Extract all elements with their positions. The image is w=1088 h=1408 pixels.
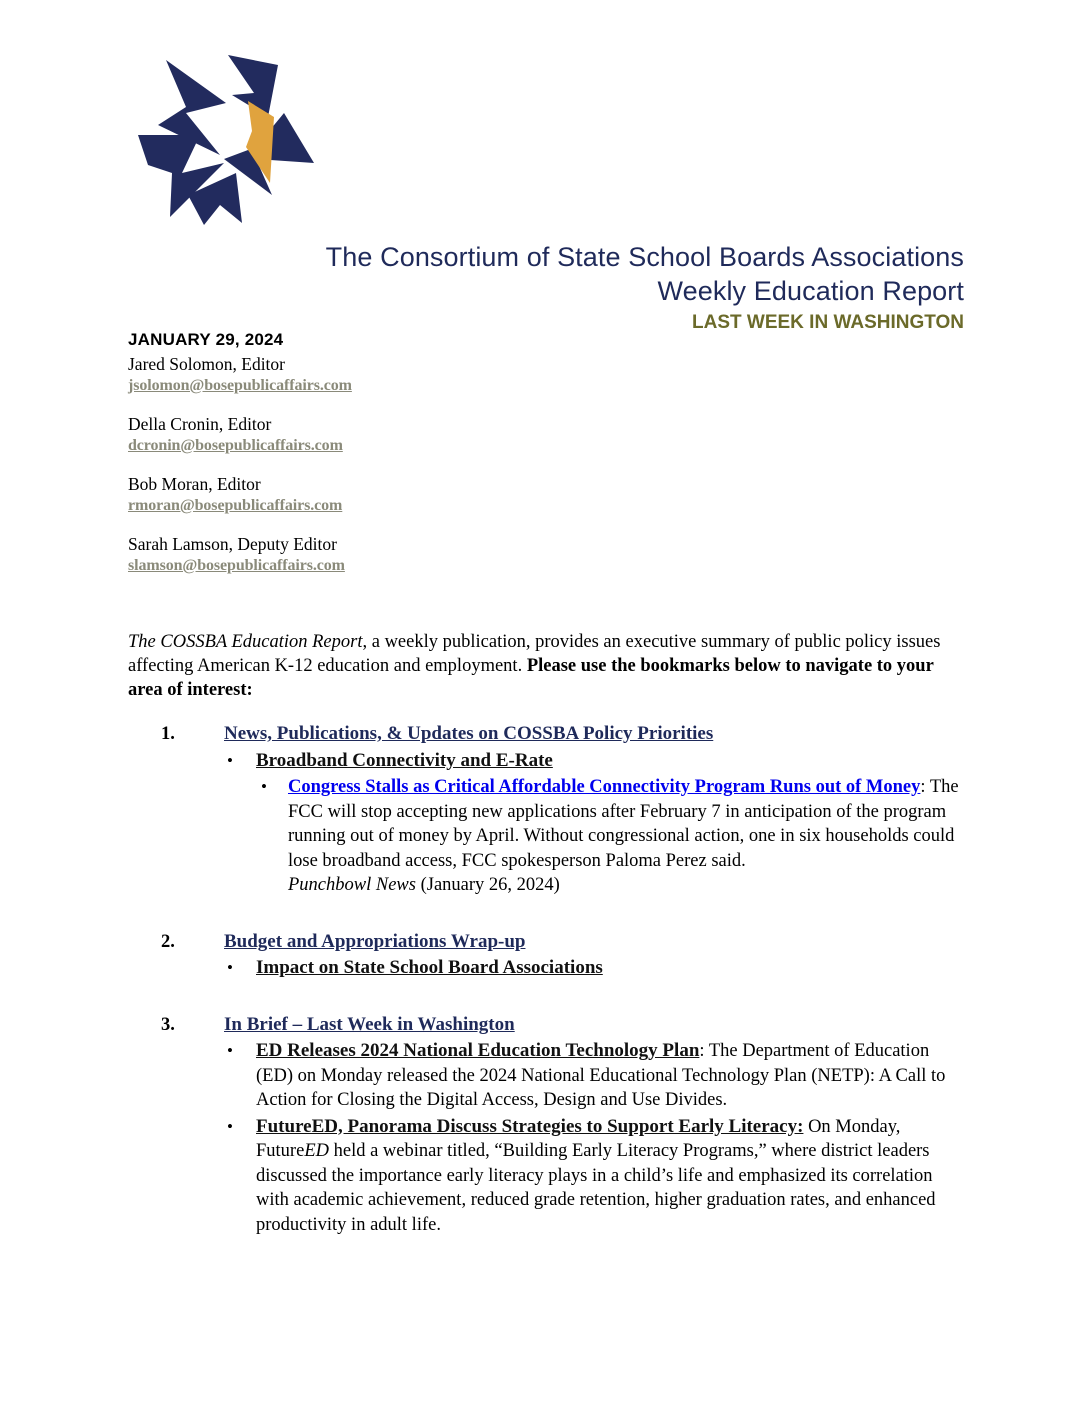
toc-item-3-heading[interactable]: In Brief – Last Week in Washington	[224, 1013, 515, 1035]
toc-item-2	[128, 930, 964, 981]
editor-email-link[interactable]: jsolomon@bosepublicaffairs.com	[128, 377, 352, 394]
toc-item-3-bullet-1	[224, 1039, 964, 1113]
editor-email-link[interactable]: rmoran@bosepublicaffairs.com	[128, 497, 343, 514]
article-title-link[interactable]: Congress Stalls as Critical Affordable Connectivity Program Runs out of Money	[288, 777, 921, 797]
editor-name: Della Cronin, Editor	[128, 414, 272, 434]
masthead-line-2: Weekly Education Report	[657, 276, 964, 306]
brief-title-1[interactable]: ED Releases 2024 National Education Technology Plan	[256, 1040, 700, 1061]
bullet-icon: •	[227, 1116, 233, 1136]
brief-body-1: : The Department of Education (ED) on Monday released the 2024 National Educational Technology Plan (NETP): A Call to Action for Closing the Digital Access, Design and Use Divides.	[256, 1041, 946, 1110]
toc-item-2-sub	[224, 956, 964, 981]
editor-entry	[128, 533, 558, 577]
intro-publication-name: The COSSBA Education Report	[128, 632, 363, 652]
table-of-contents	[128, 712, 964, 1237]
brief-body-2-pre: On Monday, Future	[256, 1116, 901, 1161]
article-source	[288, 873, 964, 898]
toc-item-2-heading[interactable]: Budget and Appropriations Wrap-up	[224, 930, 526, 952]
masthead	[128, 240, 964, 336]
spacer	[128, 898, 964, 920]
brief-body-2-italic: ED	[304, 1141, 329, 1161]
toc-item-1-article	[256, 775, 964, 898]
cossba-logo	[128, 55, 318, 230]
article-body: : The FCC will stop accepting new applications after February 7 in anticipation of the program running out of money by April. Without congressional action, one in six households could lose broadband access, FCC spokesperson Paloma Perez said.	[288, 777, 959, 871]
masthead-line-1: The Consortium of State School Boards Associations	[325, 242, 964, 272]
toc-item-1-heading[interactable]: News, Publications, & Updates on COSSBA Policy Priorities	[224, 723, 714, 744]
bullet-icon: •	[227, 958, 233, 977]
toc-item-3-bullet-2	[224, 1115, 964, 1238]
editor-entry	[128, 353, 558, 413]
editor-name: Bob Moran, Editor	[128, 474, 261, 494]
brief-title-2[interactable]: FutureED, Panorama Discuss Strategies to Support Early Literacy:	[256, 1115, 804, 1137]
toc-item-1	[128, 722, 964, 898]
toc-item-3	[128, 1013, 964, 1238]
bullet-icon: •	[261, 777, 267, 796]
toc-item-1-sub-heading[interactable]: Broadband Connectivity and E-Rate	[256, 749, 553, 771]
editors-block	[128, 330, 558, 577]
editor-entry	[128, 413, 558, 473]
brief-body-2-post: held a webinar titled, “Building Early Literacy Programs,” where district leaders discussed the importance early literacy plays in a child’s life and emphasized its correlation with academic achievement, reduced grade retention, higher graduation rates, and enhanced productivity in adult life.	[256, 1141, 936, 1235]
editor-name: Jared Solomon, Editor	[128, 354, 285, 374]
spacer	[128, 981, 964, 1003]
source-publication: Punchbowl News	[288, 875, 416, 895]
toc-item-1-number: 1.	[161, 724, 175, 744]
masthead-subtitle: LAST WEEK IN WASHINGTON	[692, 312, 964, 333]
intro-middle-text: , a weekly publication, provides an executive summary of public policy issues affecting American K-12 education and employment.	[128, 632, 941, 676]
bullet-icon: •	[227, 750, 233, 770]
issue-date: JANUARY 29, 2024	[128, 330, 284, 349]
toc-item-2-sub-heading[interactable]: Impact on State School Board Associations	[256, 957, 603, 978]
editor-email-link[interactable]: slamson@bosepublicaffairs.com	[128, 557, 345, 574]
toc-item-3-number: 3.	[161, 1014, 175, 1035]
source-date: (January 26, 2024)	[415, 875, 560, 895]
bullet-icon: •	[227, 1041, 233, 1060]
editor-entry	[128, 473, 558, 533]
intro-instruction: Please use the bookmarks below to navigate to your area of interest:	[128, 656, 934, 700]
editor-name: Sarah Lamson, Deputy Editor	[128, 534, 337, 554]
toc-item-1-sub	[224, 749, 964, 898]
intro-paragraph	[128, 630, 960, 702]
toc-item-2-number: 2.	[161, 931, 175, 952]
editor-email-link[interactable]: dcronin@bosepublicaffairs.com	[128, 437, 343, 454]
